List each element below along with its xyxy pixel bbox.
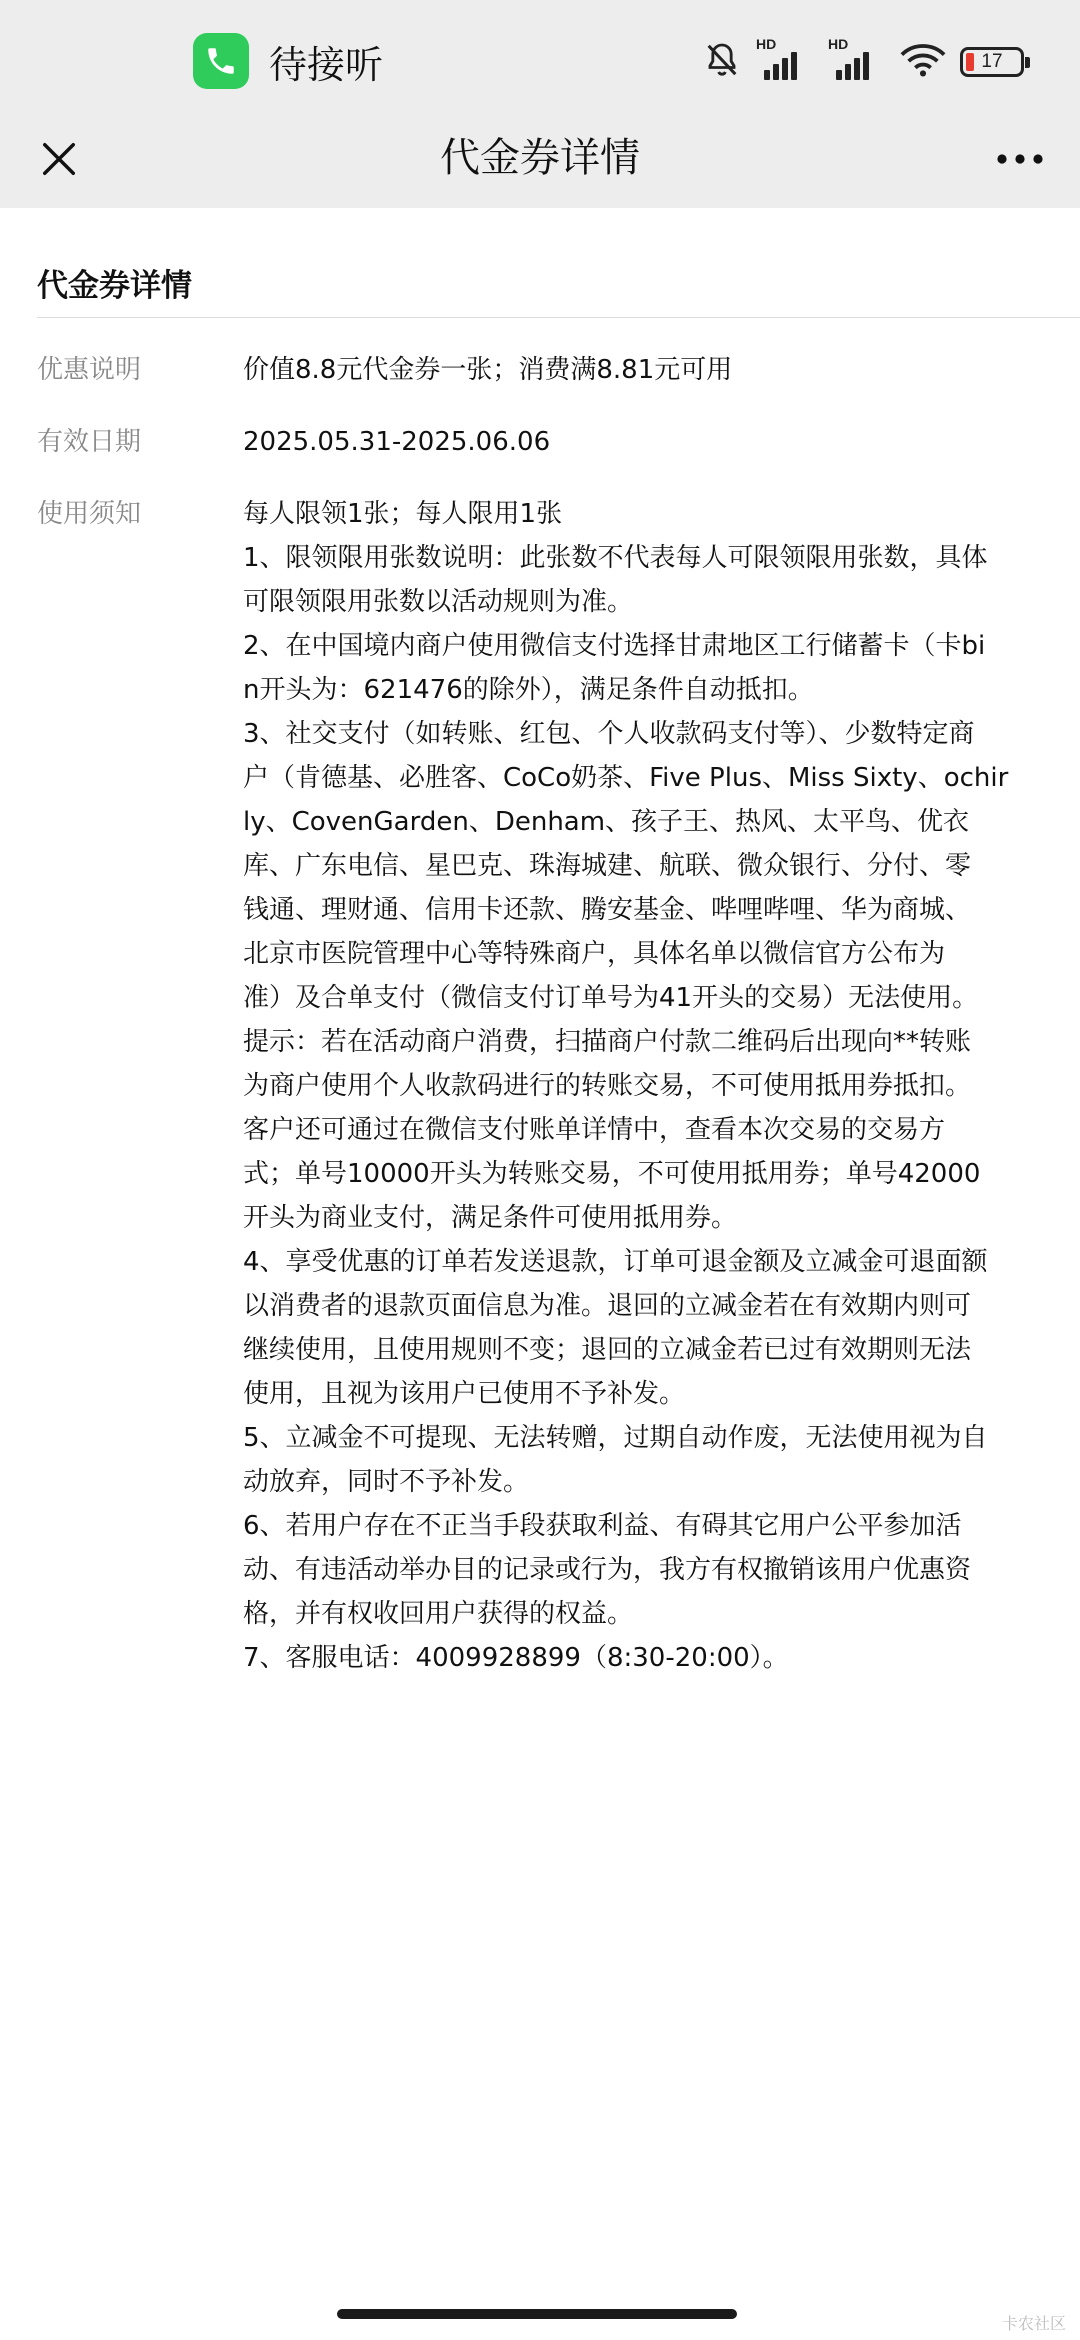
notice-line: 动放弃，同时不予补发。	[243, 1467, 530, 1497]
wifi-icon	[900, 42, 946, 82]
page-title: 代金券详情	[440, 135, 640, 181]
notice-line: ly、CovenGarden、Denham、孩子王、热风、太平鸟、优衣	[243, 807, 970, 837]
more-button[interactable]	[980, 128, 1060, 190]
section-title: 代金券详情	[37, 268, 192, 304]
validity-label: 有效日期	[37, 427, 142, 457]
top-area	[0, 0, 1080, 208]
status-bar	[0, 0, 1080, 120]
divider	[37, 317, 1080, 318]
notice-line: 客户还可通过在微信支付账单详情中，查看本次交易的交易方	[243, 1115, 946, 1145]
validity-value: 2025.05.31-2025.06.06	[243, 427, 551, 457]
notice-line: 继续使用，且使用规则不变；退回的立减金若已过有效期则无法	[243, 1335, 972, 1365]
notice-line: n开头为：621476的除外），满足条件自动抵扣。	[243, 675, 814, 705]
status-icons	[688, 36, 1024, 88]
phone-icon	[193, 33, 249, 89]
notice-line: 式；单号10000开头为转账交易，不可使用抵用券；单号42000	[243, 1159, 981, 1189]
signal-sim1-icon: HD	[756, 40, 814, 84]
call-label: 待接听	[269, 42, 384, 87]
notice-line: 7、客服电话：4009928899（8:30-20:00）。	[243, 1643, 789, 1673]
silent-bell-icon	[702, 39, 742, 85]
notice-line: 为商户使用个人收款码进行的转账交易，不可使用抵用券抵扣。	[243, 1071, 972, 1101]
notice-line: 动、有违活动举办目的记录或行为，我方有权撤销该用户优惠资	[243, 1555, 972, 1585]
notice-line: 3、社交支付（如转账、红包、个人收款码支付等）、少数特定商	[243, 719, 975, 749]
notice-line: 可限领限用张数以活动规则为准。	[243, 587, 634, 617]
notice-line: 格，并有权收回用户获得的权益。	[243, 1599, 634, 1629]
notice-line: 户（肯德基、必胜客、CoCo奶茶、Five Plus、Miss Sixty、ochir	[243, 763, 1009, 793]
battery-icon: 17	[960, 47, 1024, 77]
notice-line: 提示：若在活动商户消费，扫描商户付款二维码后出现向**转账	[243, 1027, 972, 1057]
nav-bar	[0, 110, 1080, 208]
notice-line: 2、在中国境内商户使用微信支付选择甘肃地区工行储蓄卡（卡bi	[243, 631, 986, 661]
ongoing-call-indicator[interactable]	[193, 33, 383, 89]
notice-line: 6、若用户存在不正当手段获取利益、有碍其它用户公平参加活	[243, 1511, 962, 1541]
notice-line: 钱通、理财通、信用卡还款、腾安基金、哔哩哔哩、华为商城、	[243, 895, 972, 925]
notice-line: 5、立减金不可提现、无法转赠，过期自动作废，无法使用视为自	[243, 1423, 988, 1453]
home-indicator[interactable]	[337, 2309, 737, 2319]
notice-line: 准）及合单支付（微信支付订单号为41开头的交易）无法使用。	[243, 983, 979, 1013]
notice-line: 库、广东电信、星巴克、珠海城建、航联、微众银行、分付、零	[243, 851, 972, 881]
signal-sim2-icon: HD	[828, 40, 886, 84]
notice-line: 使用，且视为该用户已使用不予补发。	[243, 1379, 686, 1409]
notice-text	[243, 492, 1073, 1680]
notice-line: 1、限领限用张数说明：此张数不代表每人可限领限用张数，具体	[243, 543, 988, 573]
notice-line: 每人限领1张；每人限用1张	[243, 499, 563, 529]
notice-line: 4、享受优惠的订单若发送退款，订单可退金额及立减金可退面额	[243, 1247, 988, 1277]
notice-line: 开头为商业支付，满足条件可使用抵用券。	[243, 1203, 738, 1233]
notice-line: 以消费者的退款页面信息为准。退回的立减金若在有效期内则可	[243, 1291, 972, 1321]
notice-line: 北京市医院管理中心等特殊商户，具体名单以微信官方公布为	[243, 939, 946, 969]
notice-label: 使用须知	[37, 499, 142, 529]
offer-value: 价值8.8元代金券一张；消费满8.81元可用	[243, 355, 733, 385]
more-dots-icon	[996, 153, 1044, 165]
watermark: 卡农社区	[1001, 2314, 1066, 2333]
offer-label: 优惠说明	[37, 355, 142, 385]
